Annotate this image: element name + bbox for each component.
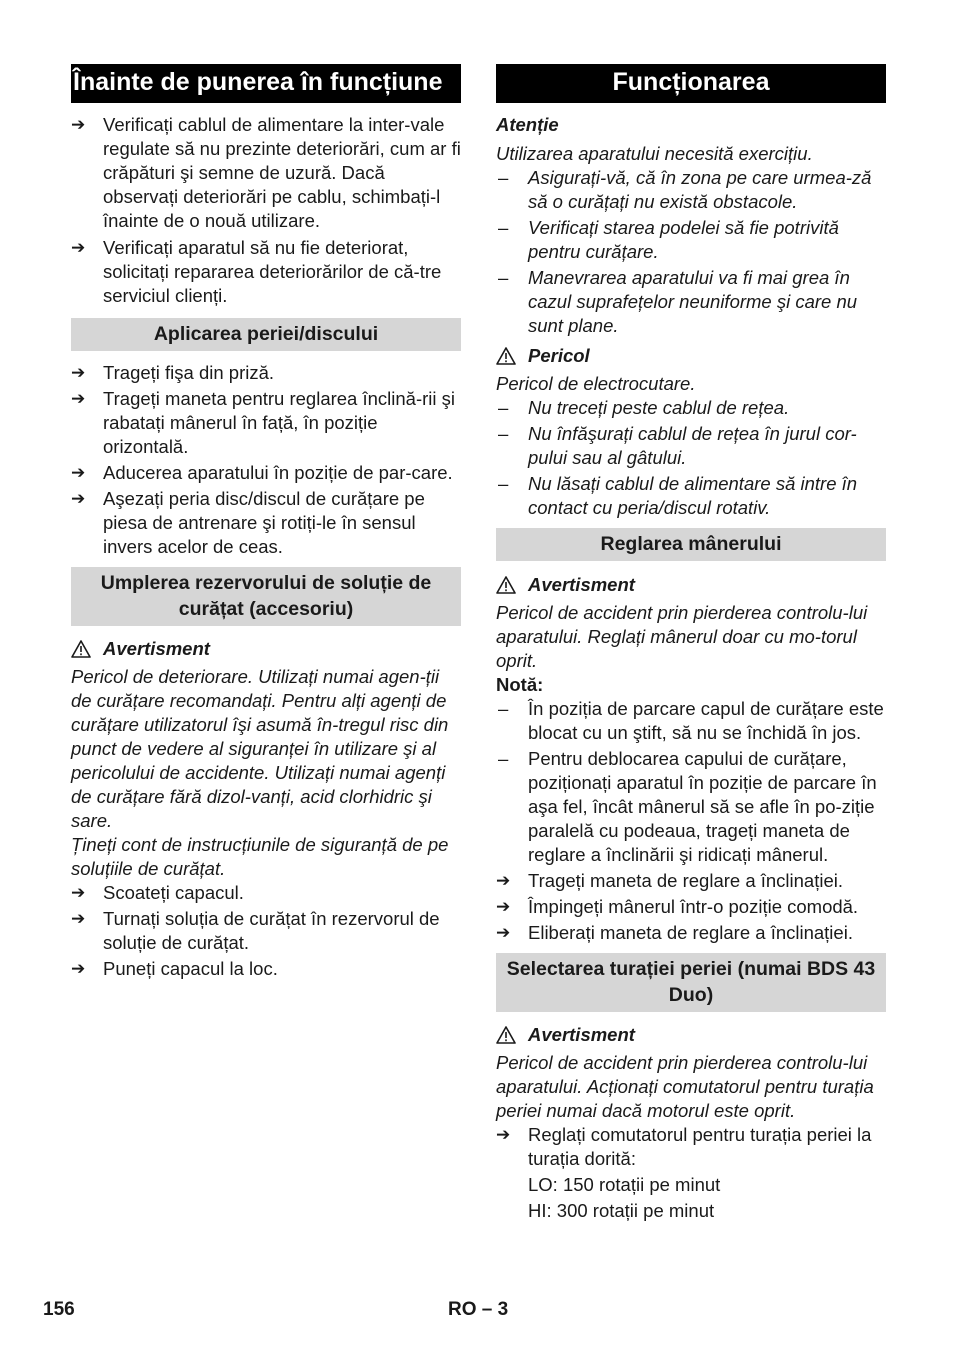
warning-triangle-icon [71,640,91,658]
page-number: 156 [43,1299,75,1320]
list-item: ➔ Eliberați maneta de reglare a înclinației. [496,922,853,943]
brush-list [71,361,461,559]
before-use-list [71,113,461,308]
list-item: – Nu înfăşurați cablul de rețea în jurul cor-pului sau al gâtului. [498,423,857,468]
heading-tank-filling: Umplerea rezervorului de soluție de curățat (accesoriu) [71,567,461,626]
arrow-right-icon: ➔ [71,115,86,134]
attention-text: Utilizarea aparatului necesită exercițiu. [496,143,813,164]
arrow-right-icon: ➔ [496,871,511,890]
list-item: ➔ Trageți maneta de reglare a înclinației. [496,870,844,891]
warning-label-row: Avertisment [496,573,886,597]
list-item: ➔ Împingeți mânerul într-o poziție comodă. [496,896,859,917]
warning-label-row: Avertisment [496,1023,886,1047]
footer-section-code: RO – 3 [448,1299,509,1320]
warning-triangle-icon [496,576,516,594]
arrow-right-icon: ➔ [71,489,86,508]
speed-hi: HI: 300 rotații pe minut [528,1200,715,1221]
heading-brush-mounting: Aplicarea periei/discului [71,318,461,351]
heading-brush-speed: Selectarea turației periei (numai BDS 43 Duo) [496,953,886,1012]
warning-label-row: Avertisment [71,637,461,661]
left-column [71,64,461,981]
tank-list [71,881,461,981]
list-item: ➔ Aşezați peria disc/discul de curățare pe piesa de antrenare şi rotiți-le în sensul invers acelor de ceas. [71,488,425,557]
list-item: – Pentru deblocarea capului de curățare, poziționați aparatul în poziție de parcare în aşa fel, încât mânerul să se afle în po-ziție paralelă cu podeaua, trageți maneta de reglare a înclinării şi ridicați mânerul. [498,748,877,865]
list-item: ➔ Trageți maneta pentru reglarea înclină-rii şi rabatați mânerul în față, în poziție orizontală. [71,388,456,457]
danger-list [496,396,886,520]
arrow-right-icon: ➔ [496,1125,511,1144]
warning-triangle-icon [496,1026,516,1044]
list-item: – Verificați starea podelei să fie potrivită pentru curățare. [498,217,839,262]
note-text: Țineți cont de instrucțiunile de siguranță de pe soluțiile de curățat. [71,834,449,879]
list-item: – Nu lăsați cablul de alimentare să intre în contact cu peria/discul rotativ. [498,473,858,518]
arrow-right-icon: ➔ [71,389,86,408]
arrow-right-icon: ➔ [71,363,86,382]
list-item: – Nu treceți peste cablul de rețea. [498,397,790,418]
speed-lo: LO: 150 rotații pe minut [528,1174,721,1195]
list-item: ➔ Trageți fişa din priză. [71,362,275,383]
list-item: ➔ Verificați cablul de alimentare la inter-vale regulate să nu prezinte deteriorări, cum ar fi crăpături şi semne de uzură. Dacă observați deteriorări pe cablu, schimbați-l înainte de o nouă utilizare. [71,114,461,231]
danger-label-row: Pericol [496,344,886,368]
arrow-right-icon: ➔ [71,909,86,928]
warning-text: Pericol de accident prin pierderea controlu-lui aparatului. Reglați mânerul doar cu mo-torul oprit. [496,602,868,671]
arrow-right-icon: ➔ [71,959,86,978]
note-label: Notă: [496,674,544,695]
list-item: – În poziția de parcare capul de curățare este blocat cu un ştift, să nu se închidă în jos. [498,698,884,743]
warning-triangle-icon [496,347,516,365]
warning-text: Pericol de deteriorare. Utilizați numai agen-ții de curățare recomandați. Pentru alți agenți de curățare utilizatorul îşi asumă în-tregul risc din punct de vedere al siguranței în utilizare şi al pericolului de accidente. Utilizați numai agenți de curățare fără dizol-vanți, acid clorhidric şi sare. [71,666,449,831]
right-column [496,64,886,1223]
arrow-right-icon: ➔ [496,897,511,916]
attention-label: Atenție [496,114,559,135]
handle-list [496,869,886,945]
arrow-right-icon: ➔ [71,238,86,257]
warning-text: Pericol de accident prin pierderea controlu-lui aparatului. Acționați comutatorul pentru turația periei numai dacă motorul este oprit. [496,1052,874,1121]
section-title-before-use: Înainte de punerea în funcțiune [71,64,461,103]
list-item: ➔ Aducerea aparatului în poziție de par-care. [71,462,453,483]
arrow-right-icon: ➔ [496,923,511,942]
danger-text: Pericol de electrocutare. [496,373,696,394]
heading-handle-adjustment: Reglarea mânerului [496,528,886,561]
section-title-operation: Funcționarea [496,64,886,103]
list-item: ➔ Verificați aparatul să nu fie deteriorat, solicitați repararea deteriorărilor de că-tre serviciul clienți. [71,237,442,306]
list-item: ➔ Turnați soluția de curățat în rezervorul de soluție de curățat. [71,908,440,953]
note-list [496,697,886,867]
arrow-right-icon: ➔ [71,463,86,482]
list-item: ➔ Scoateți capacul. [71,882,244,903]
list-item: ➔ Puneți capacul la loc. [71,958,278,979]
list-item: – Asigurați-vă, că în zona pe care urmea-ză să o curățați nu există obstacole. [498,167,872,212]
list-item: ➔ Reglați comutatorul pentru turația periei la turația dorită: [496,1124,872,1169]
arrow-right-icon: ➔ [71,883,86,902]
attention-list [496,166,886,338]
list-item: – Manevrarea aparatului va fi mai grea în cazul suprafețelor neuniforme şi care nu sunt plane. [498,267,858,336]
